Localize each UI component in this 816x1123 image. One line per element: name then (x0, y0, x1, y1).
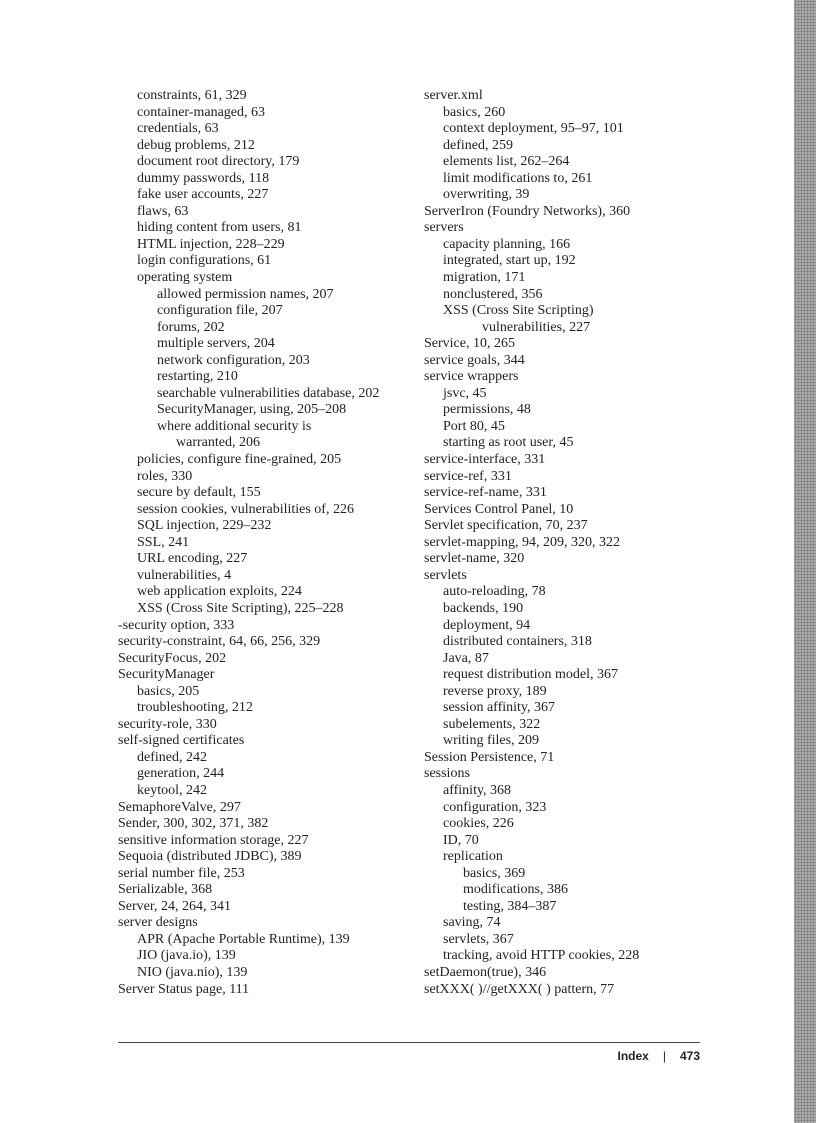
index-entry: auto-reloading, 78 (443, 584, 546, 600)
index-entry: container-managed, 63 (137, 104, 265, 120)
index-entry: writing files, 209 (443, 733, 540, 749)
index-entry: reverse proxy, 189 (443, 683, 547, 699)
index-entry: servers (424, 220, 464, 236)
index-entry: vulnerabilities, 4 (137, 567, 232, 583)
index-entry: web application exploits, 224 (137, 584, 302, 600)
index-entry: servlet-name, 320 (424, 551, 525, 567)
footer-section-label: Index (617, 1049, 649, 1063)
index-entry: dummy passwords, 118 (137, 170, 270, 186)
index-entry: Sequoia (distributed JDBC), 389 (118, 849, 302, 865)
index-entry: serial number file, 253 (118, 865, 245, 881)
index-entry: subelements, 322 (443, 716, 541, 732)
index-entry: searchable vulnerabilities database, 202 (157, 385, 380, 401)
index-entry: Service, 10, 265 (424, 336, 515, 352)
footer-separator: | (662, 1049, 666, 1063)
index-entry: network configuration, 203 (157, 352, 310, 368)
index-entry: fake user accounts, 227 (137, 187, 269, 203)
index-entry: flaws, 63 (137, 203, 189, 219)
index-entry: secure by default, 155 (137, 485, 261, 501)
index-entry: ServerIron (Foundry Networks), 360 (424, 203, 631, 219)
index-entry: self-signed certificates (118, 733, 245, 749)
index-entry: deployment, 94 (443, 617, 531, 633)
index-entry: distributed containers, 318 (443, 634, 592, 650)
index-entry: modifications, 386 (463, 882, 568, 898)
index-entry: service goals, 344 (424, 352, 525, 368)
index-entry: context deployment, 95–97, 101 (443, 121, 624, 137)
index-entry: SemaphoreValve, 297 (118, 799, 241, 815)
index-entry: cookies, 226 (443, 816, 514, 832)
index-entry: XSS (Cross Site Scripting) (443, 303, 594, 319)
index-entry: Server, 24, 264, 341 (118, 898, 231, 914)
index-entry: -security option, 333 (118, 617, 235, 633)
index-entry: Servlet specification, 70, 237 (424, 518, 588, 534)
page-edge-texture (794, 0, 816, 1123)
index-entry: multiple servers, 204 (157, 336, 275, 352)
index-entry: tracking, avoid HTTP cookies, 228 (443, 948, 640, 964)
footer-rule (118, 1042, 700, 1043)
index-entry: debug problems, 212 (137, 137, 255, 153)
index-entry: Serializable, 368 (118, 882, 213, 898)
index-entry: Sender, 300, 302, 371, 382 (118, 816, 269, 832)
index-entry: starting as root user, 45 (443, 435, 574, 451)
index-entry: JIO (java.io), 139 (137, 948, 236, 964)
index-entry: ID, 70 (443, 832, 479, 848)
index-entry: login configurations, 61 (137, 253, 272, 269)
index-entry: keytool, 242 (137, 782, 207, 798)
index-entry: servlets (424, 567, 467, 583)
index-entry: SecurityFocus, 202 (118, 650, 227, 666)
index-entry: backends, 190 (443, 600, 524, 616)
index-entry: security-constraint, 64, 66, 256, 329 (118, 634, 321, 650)
index-entry: limit modifications to, 261 (443, 170, 593, 186)
index-entry: session affinity, 367 (443, 700, 555, 716)
index-entry: configuration, 323 (443, 799, 547, 815)
index-entry: SecurityManager (118, 667, 215, 683)
index-entry: service wrappers (424, 369, 519, 385)
index-entry: troubleshooting, 212 (137, 700, 253, 716)
index-entry: nonclustered, 356 (443, 286, 543, 302)
index-entry: saving, 74 (443, 915, 501, 931)
index-entry: service-ref, 331 (424, 468, 512, 484)
index-entry: document root directory, 179 (137, 154, 300, 170)
index-entry: migration, 171 (443, 270, 526, 286)
index-entry: server designs (118, 915, 198, 931)
index-entry: servlet-mapping, 94, 209, 320, 322 (424, 534, 620, 550)
index-entry: testing, 384–387 (463, 898, 557, 914)
index-entry: Services Control Panel, 10 (424, 501, 574, 517)
index-entry: service-interface, 331 (424, 452, 546, 468)
index-entry: basics, 369 (463, 865, 526, 881)
page-footer (618, 1049, 701, 1063)
index-entry: overwriting, 39 (443, 187, 530, 203)
index-entry: integrated, start up, 192 (443, 253, 576, 269)
index-entry: sensitive information storage, 227 (118, 832, 309, 848)
index-entry: HTML injection, 228–229 (137, 236, 285, 252)
index-entry: APR (Apache Portable Runtime), 139 (137, 931, 350, 947)
index-entry: permissions, 48 (443, 402, 531, 418)
index-entry: constraints, 61, 329 (137, 88, 247, 103)
index-entry: credentials, 63 (137, 121, 219, 137)
index-entry: SQL injection, 229–232 (137, 518, 272, 534)
index-entry: NIO (java.nio), 139 (137, 964, 248, 980)
index-entry: Port 80, 45 (443, 418, 505, 434)
index-entry: allowed permission names, 207 (157, 286, 334, 302)
page-number: 473 (679, 1049, 700, 1063)
index-entry: policies, configure fine-grained, 205 (137, 452, 342, 468)
index-entry: hiding content from users, 81 (137, 220, 302, 236)
index-entry: XSS (Cross Site Scripting), 225–228 (137, 600, 344, 616)
index-entry: vulnerabilities, 227 (482, 319, 591, 335)
index-entry: restarting, 210 (157, 369, 238, 385)
index-entry: SecurityManager, using, 205–208 (157, 402, 347, 418)
index-entry: servlets, 367 (443, 931, 514, 947)
index-entry: Session Persistence, 71 (424, 749, 555, 765)
index-entry: operating system (137, 270, 233, 286)
index-entry: replication (443, 849, 503, 865)
index-entry: setXXX( )//getXXX( ) pattern, 77 (424, 981, 615, 997)
index-entry: defined, 259 (443, 137, 513, 153)
index-column-left (118, 88, 408, 998)
index-entry: warranted, 206 (176, 435, 260, 451)
index-entry: SSL, 241 (137, 534, 190, 550)
index-entry: defined, 242 (137, 749, 207, 765)
index-entry: capacity planning, 166 (443, 236, 571, 252)
index-entry: jsvc, 45 (443, 385, 487, 401)
index-entry: basics, 260 (443, 104, 506, 120)
index-entry: server.xml (424, 88, 483, 103)
index-entry: generation, 244 (137, 766, 225, 782)
index-entry: Java, 87 (443, 650, 489, 666)
index-entry: where additional security is (157, 418, 312, 434)
index-entry: setDaemon(true), 346 (424, 964, 547, 980)
index-entry: basics, 205 (137, 683, 200, 699)
index-entry: service-ref-name, 331 (424, 485, 547, 501)
index-entry: configuration file, 207 (157, 303, 283, 319)
index-entry: session cookies, vulnerabilities of, 226 (137, 501, 354, 517)
index-entry: roles, 330 (137, 468, 193, 484)
index-entry: security-role, 330 (118, 716, 217, 732)
index-entry: request distribution model, 367 (443, 667, 618, 683)
index-entry: Server Status page, 111 (118, 981, 250, 997)
index-column-right (424, 88, 734, 998)
index-entry: URL encoding, 227 (137, 551, 248, 567)
index-entry: sessions (424, 766, 470, 782)
index-entry: forums, 202 (157, 319, 225, 335)
index-entry: elements list, 262–264 (443, 154, 570, 170)
index-entry: affinity, 368 (443, 782, 512, 798)
